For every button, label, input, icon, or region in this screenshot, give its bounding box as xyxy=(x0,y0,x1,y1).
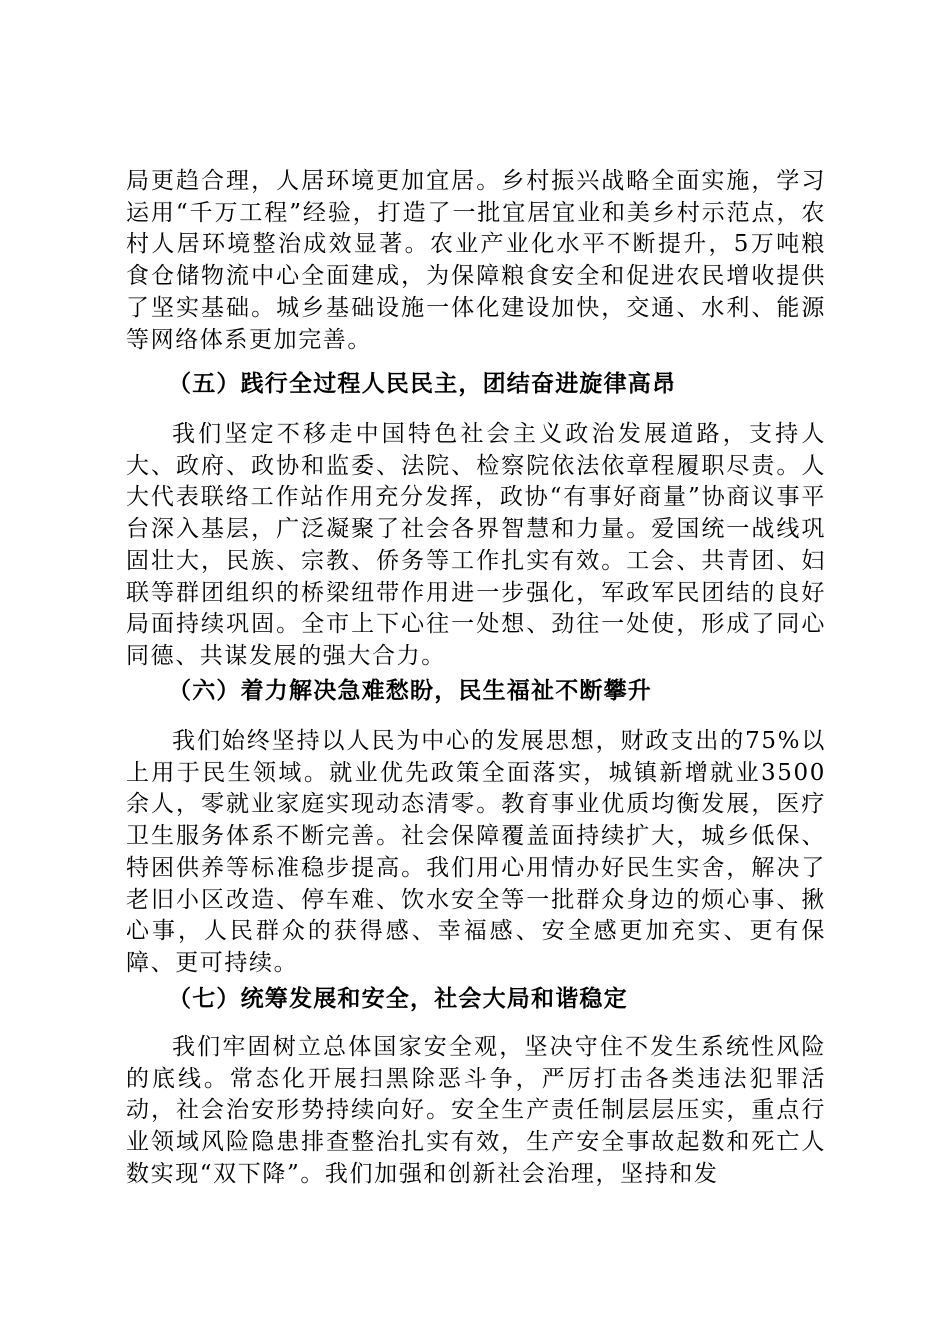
section-heading-5: （五）践行全过程人民民主，团结奋进旋律高昂 xyxy=(168,371,677,397)
paragraph-security: 我们牢固树立总体国家安全观，坚决守住不发生系统性风险的底线。常态化开展扫黑除恶斗争，严厉打击各类违法犯罪活动，社会治安形势持续向好。安全生产责任制层层压实，重点行业领域风险隐患排查整治扎实有效，生产安全事故起数和死亡人数实现“双下降”。我们加强和创新社会治理，坚持和发 xyxy=(126,1034,826,1187)
paragraph-democracy: 我们坚定不移走中国特色社会主义政治发展道路，支持人大、政府、政协和监委、法院、检察院依法依章程履职尽责。人大代表联络工作站作用充分发挥，政协“有事好商量”协商议事平台深入基层，广泛凝聚了社会各界智慧和力量。爱国统一战线巩固壮大，民族、宗教、侨务等工作扎实有效。工会、共青团、妇联等群团组织的桥梁纽带作用进一步强化，军政军民团结的良好局面持续巩固。全市上下心往一处想、劲往一处使，形成了同心同德、共谋发展的强大合力。 xyxy=(126,421,826,669)
section-heading-6: （六）着力解决急难愁盼，民生福祉不断攀升 xyxy=(168,678,652,704)
paragraph-urban-rural: 局更趋合理，人居环境更加宜居。乡村振兴战略全面实施，学习运用“千万工程”经验，打造了一批宜居宜业和美乡村示范点，农村人居环境整治成效显著。农业产业化水平不断提升，5万吨粮食仓储物流中心全面建成，为保障粮食安全和促进农民增收提供了坚实基础。城乡基础设施一体化建设加快，交通、水利、能源等网络体系更加完善。 xyxy=(126,168,826,353)
section-heading-7: （七）统筹发展和安全，社会大局和谐稳定 xyxy=(168,986,628,1012)
paragraph-livelihood: 我们始终坚持以人民为中心的发展思想，财政支出的75%以上用于民生领域。就业优先政策全面落实，城镇新增就业3500余人，零就业家庭实现动态清零。教育事业优质均衡发展，医疗卫生服务体系不断完善。社会保障覆盖面持续扩大，城乡低保、特困供养等标准稳步提高。我们用心用情办好民生实舍，解决了老旧小区改造、停车难、饮水安全等一批群众身边的烦心事、揪心事，人民群众的获得感、幸福感、安全感更加充实、更有保障、更可持续。 xyxy=(126,728,826,976)
